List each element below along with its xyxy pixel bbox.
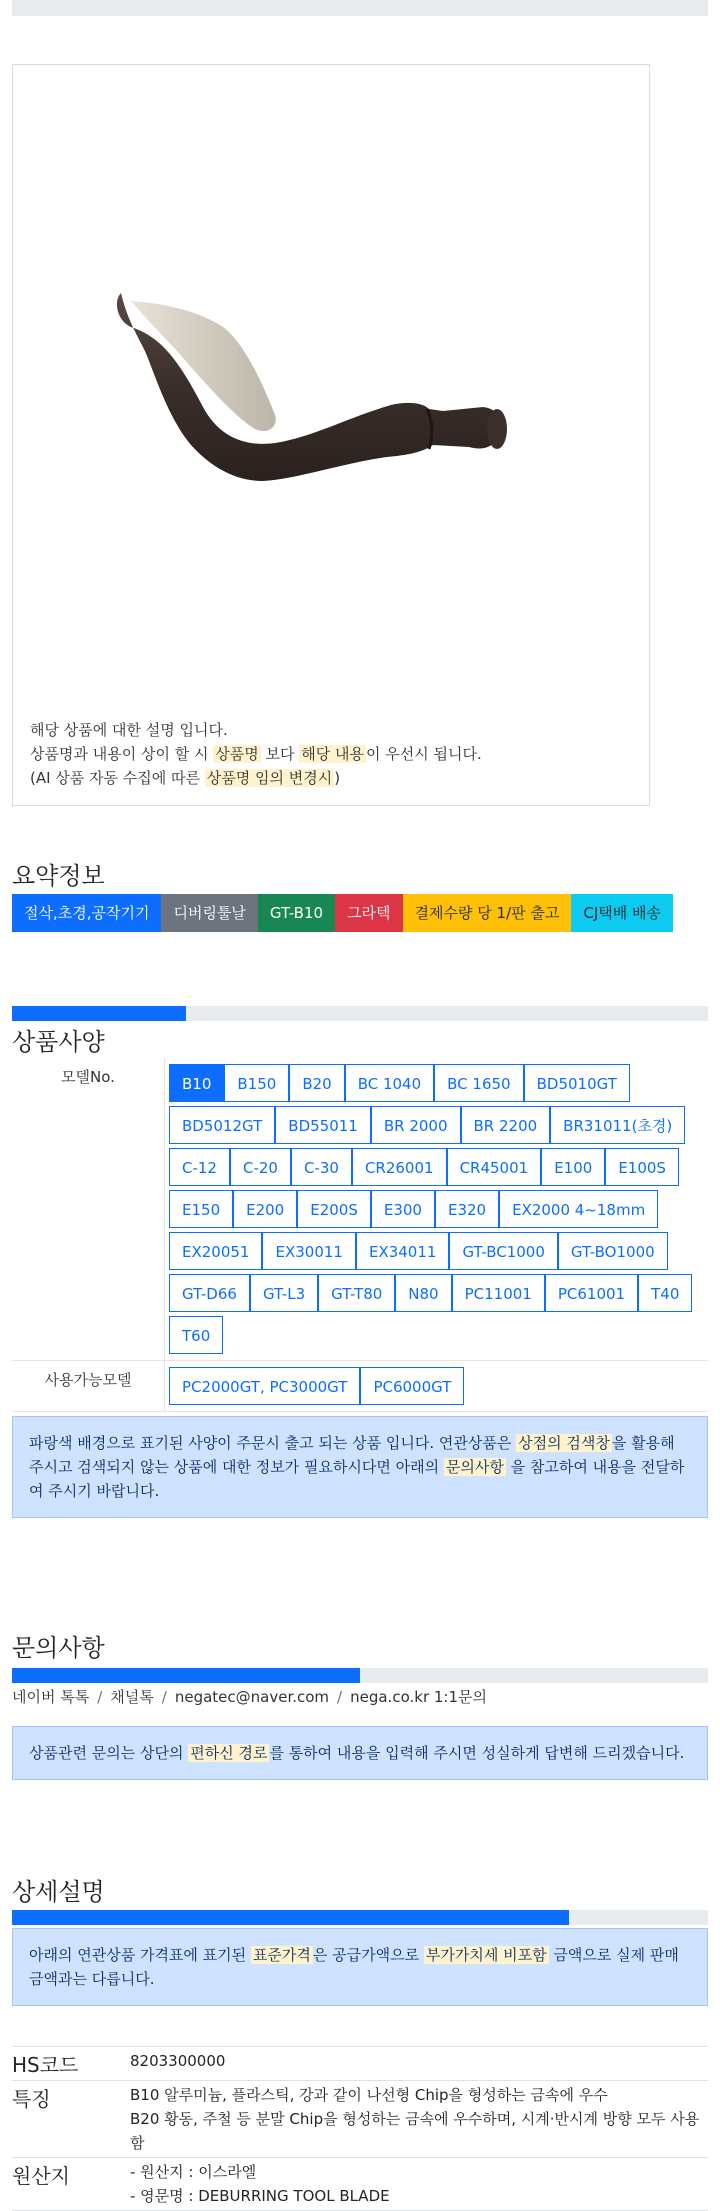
model-option[interactable]: C-30: [291, 1148, 352, 1186]
model-option[interactable]: E320: [435, 1190, 499, 1228]
contact-email[interactable]: negatec@naver.com: [174, 1688, 330, 1706]
deburring-blade-image: [13, 65, 649, 805]
inquiry-notice: 상품관련 문의는 상단의 편하신 경로 를 통하여 내용을 입력해 주시면 성실하게 답변해 드리겠습니다.: [12, 1726, 708, 1780]
model-option[interactable]: N80: [395, 1274, 451, 1312]
top-divider: [12, 0, 708, 16]
model-option[interactable]: BR 2000: [371, 1106, 461, 1144]
model-option[interactable]: BR31011(초경): [550, 1106, 685, 1144]
detail-notice: 아래의 연관상품 가격표에 표기된 표준가격 은 공급가액으로 부가가치세 비포함 금액으로 실제 판매금액과는 다릅니다.: [12, 1928, 708, 2006]
model-option[interactable]: BD5012GT: [169, 1106, 275, 1144]
description-line-1: 해당 상품에 대한 설명 입니다.: [30, 721, 228, 739]
info-row-features: 특징 B10 알루미늄, 플라스틱, 강과 같이 나선형 Chip을 형성하는 금속에 우수 B20 황동, 주철 등 분말 Chip을 형성하는 금속에 우수하며, 시계·반시계 방향 모두 사용함: [12, 2081, 708, 2158]
info-row-origin: 원산지 - 원산지 : 이스라엘 - 영문명 : DEBURRING TOOL BLADE: [12, 2158, 708, 2211]
model-option[interactable]: GT-D66: [169, 1274, 250, 1312]
specs-progress: [12, 1006, 708, 1021]
model-option[interactable]: BC 1040: [345, 1064, 434, 1102]
detail-info-table: [12, 2046, 708, 2211]
contact-channel-talk[interactable]: 채널톡: [110, 1688, 154, 1706]
shipping-badge: CJ택배 배송: [571, 894, 673, 932]
model-option[interactable]: CR45001: [447, 1148, 542, 1186]
contact-links: 네이버 톡톡 / 채널톡 / negatec@naver.com / nega.co.kr 1:1문의: [12, 1688, 487, 1706]
contact-website[interactable]: nega.co.kr 1:1문의: [350, 1688, 487, 1706]
model-option[interactable]: E150: [169, 1190, 233, 1228]
compat-row: [12, 1361, 708, 1412]
model-option[interactable]: GT-T80: [318, 1274, 395, 1312]
model-option[interactable]: E200S: [297, 1190, 371, 1228]
brand-badge: 그라텍: [335, 894, 402, 932]
model-label: 모델No.: [61, 1068, 115, 1086]
model-options: [164, 1058, 708, 1360]
inquiry-progress: [12, 1668, 708, 1683]
inquiry-title: 문의사항: [12, 1634, 105, 1662]
model-option[interactable]: EX34011: [356, 1232, 449, 1270]
model-option[interactable]: GT-BC1000: [449, 1232, 557, 1270]
detail-title: 상세설명: [12, 1878, 105, 1906]
quantity-badge: 결제수량 당 1/판 출고: [403, 894, 572, 932]
model-option[interactable]: B10: [169, 1064, 224, 1102]
subcategory-badge: 디버링툴날: [161, 894, 257, 932]
description-line-3: (AI 상품 자동 수집에 따른 상품명 임의 변경시 ): [30, 769, 341, 787]
model-option[interactable]: C-20: [230, 1148, 291, 1186]
spec-notice: 파랑색 배경으로 표기된 사양이 주문시 출고 되는 상품 입니다. 연관상품은 상점의 검색창 을 활용해 주시고 검색되지 않는 상품에 대한 정보가 필요하시다면 아래의 문의사항 을 참고하여 내용을 전달하여 주시기 바랍니다.: [12, 1416, 708, 1518]
category-badge: 절삭,초경,공작기기: [12, 894, 161, 932]
model-option[interactable]: T40: [638, 1274, 692, 1312]
compat-option[interactable]: PC6000GT: [360, 1367, 464, 1405]
compat-options: [164, 1361, 708, 1411]
specs-title: 상품사양: [12, 1028, 105, 1056]
summary-badges: [12, 894, 673, 932]
model-row: [12, 1058, 708, 1361]
model-option[interactable]: E100S: [605, 1148, 679, 1186]
model-option[interactable]: EX30011: [262, 1232, 355, 1270]
model-option[interactable]: E200: [233, 1190, 297, 1228]
model-option[interactable]: B20: [289, 1064, 344, 1102]
model-option[interactable]: EX20051: [169, 1232, 262, 1270]
model-option[interactable]: PC11001: [452, 1274, 545, 1312]
model-badge: GT-B10: [258, 894, 335, 932]
model-option[interactable]: GT-BO1000: [558, 1232, 668, 1270]
model-option[interactable]: PC61001: [545, 1274, 638, 1312]
model-option[interactable]: C-12: [169, 1148, 230, 1186]
compat-label: 사용가능모델: [44, 1371, 132, 1389]
product-description: [30, 718, 482, 790]
model-option[interactable]: T60: [169, 1316, 223, 1354]
model-option[interactable]: BD5010GT: [524, 1064, 630, 1102]
detail-progress: [12, 1910, 708, 1925]
summary-title: 요약정보: [12, 862, 105, 890]
model-option[interactable]: B150: [224, 1064, 289, 1102]
model-option[interactable]: E300: [371, 1190, 435, 1228]
contact-naver-talk[interactable]: 네이버 톡톡: [12, 1688, 90, 1706]
spec-table: [12, 1058, 708, 1412]
compat-option[interactable]: PC2000GT, PC3000GT: [169, 1367, 360, 1405]
model-option[interactable]: GT-L3: [250, 1274, 318, 1312]
description-line-2: 상품명과 내용이 상이 할 시 상품명 보다 해당 내용 이 우선시 됩니다.: [30, 745, 482, 763]
model-option[interactable]: E100: [541, 1148, 605, 1186]
product-image-box: [12, 64, 650, 806]
info-row-hs-code: HS코드 8203300000: [12, 2047, 708, 2081]
model-option[interactable]: BC 1650: [434, 1064, 523, 1102]
model-option[interactable]: BD55011: [275, 1106, 371, 1144]
model-option[interactable]: CR26001: [352, 1148, 447, 1186]
model-option[interactable]: BR 2200: [461, 1106, 551, 1144]
model-option[interactable]: EX2000 4~18mm: [499, 1190, 658, 1228]
